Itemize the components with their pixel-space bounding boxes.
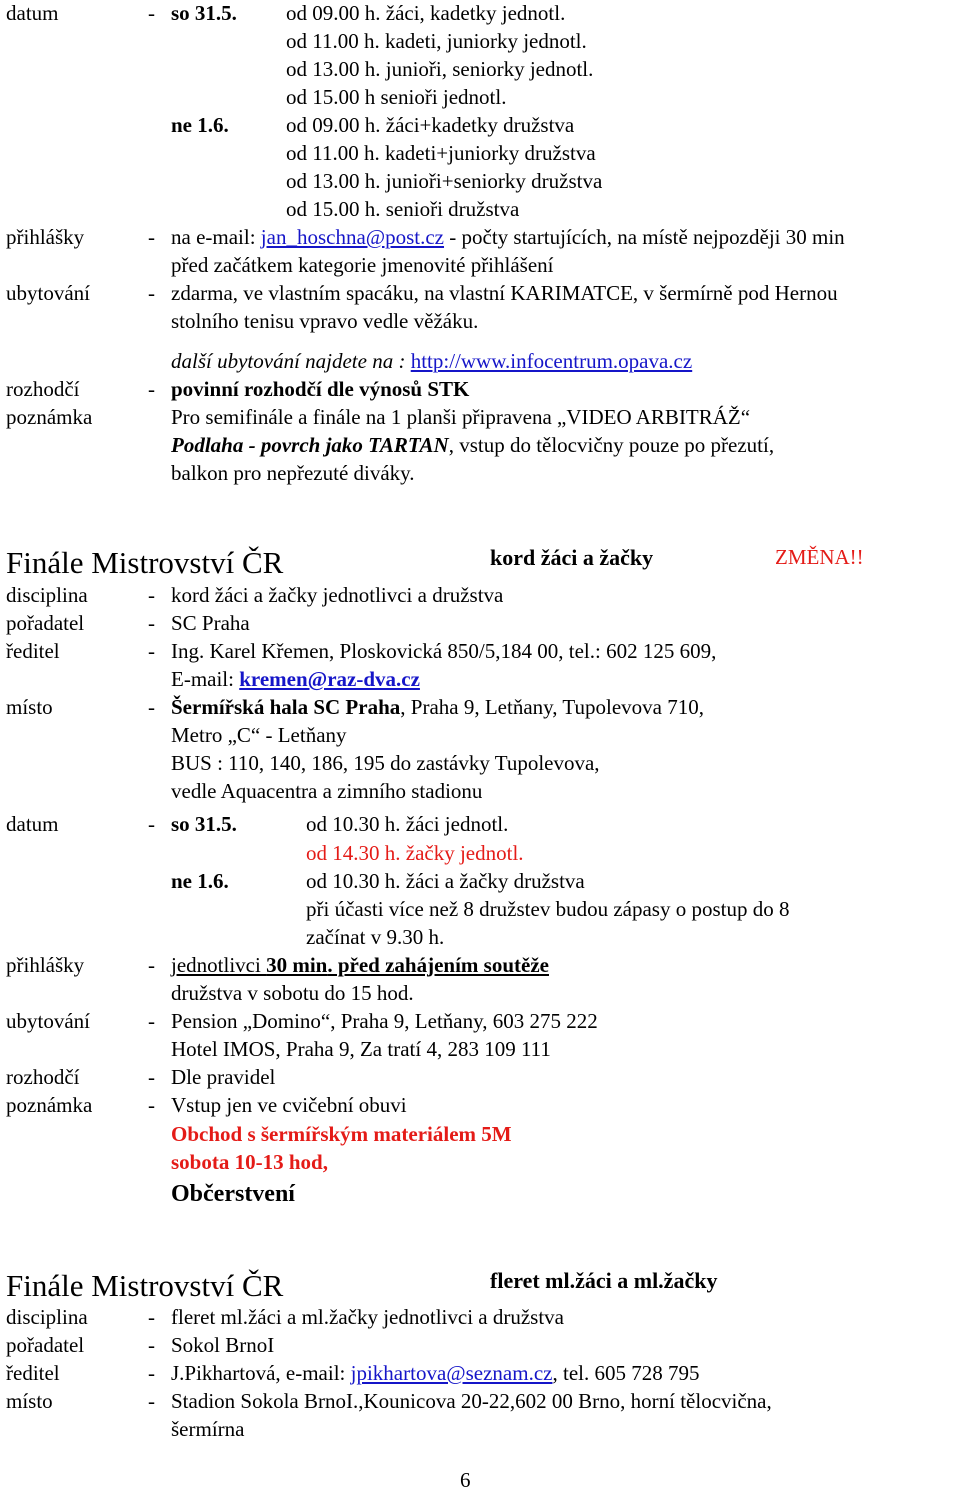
misto-line2: Metro „C“ - Letňany — [171, 723, 347, 747]
misto-line2: šermírna — [171, 1417, 245, 1441]
dash: - — [148, 1333, 155, 1357]
poznamka-label: poznámka — [6, 1093, 93, 1117]
disciplina-value: kord žáci a žačky jednotlivci a družstva — [171, 583, 504, 607]
schedule-line: od 11.00 h. kadeti+juniorky družstva — [286, 141, 596, 165]
disciplina-value: fleret ml.žáci a ml.žačky jednotlivci a družstva — [171, 1305, 564, 1329]
poradatel-value: SC Praha — [171, 611, 250, 635]
schedule-line: od 09.00 h. žáci+kadetky družstva — [286, 113, 575, 137]
prihlasky-rest: - počty startujících, na místě nejpozději 30 min — [444, 225, 845, 249]
dash: - — [148, 695, 155, 719]
prihlasky-email-link[interactable]: jan_hoschna@post.cz — [260, 225, 445, 249]
schedule-line: od 13.00 h. junioři, seniorky jednotl. — [286, 57, 594, 81]
poradatel-label: pořadatel — [6, 611, 85, 635]
email-label: E-mail: — [171, 667, 240, 691]
schedule-line: od 15.00 h senioři jednotl. — [286, 85, 507, 109]
poznamka-line4: Občerstvení — [171, 1181, 295, 1207]
pikhartova-email-link[interactable]: jpikhartova@seznam.cz — [350, 1361, 553, 1385]
poznamka-line2: Obchod s šermířským materiálem 5M — [171, 1122, 512, 1146]
reditel-email — [171, 669, 420, 690]
section-heading: Finále Mistrovství ČR — [6, 545, 284, 580]
reditel-label: ředitel — [6, 639, 60, 663]
section-heading: Finále Mistrovství ČR — [6, 1268, 284, 1303]
rozhodci-text: povinní rozhodčí dle výnosů STK — [171, 377, 470, 401]
poznamka-line1: Vstup jen ve cvičební obuvi — [171, 1093, 407, 1117]
dash: - — [148, 1305, 155, 1329]
reditel-label: ředitel — [6, 1361, 60, 1385]
prihlasky-line2: družstva v sobotu do 15 hod. — [171, 981, 414, 1005]
rozhodci-value: Dle pravidel — [171, 1065, 276, 1089]
dash: - — [148, 1, 155, 25]
dash: - — [148, 1093, 155, 1117]
prihlasky-c: . před zahájením soutěže — [327, 953, 549, 977]
poznamka-line3: sobota 10-13 hod, — [171, 1150, 328, 1174]
poznamka-rest: , vstup do tělocvičny pouze po přezutí, — [448, 433, 775, 457]
kremen-email-link[interactable]: kremen@raz-dva.cz — [239, 667, 420, 691]
reditel-prefix: J.Pikhartová, e-mail: — [171, 1361, 351, 1385]
reditel-value — [171, 1363, 699, 1384]
prihlasky-prefix: na e-mail: — [171, 225, 261, 249]
misto-line3: BUS : 110, 140, 186, 195 do zastávky Tupolevova, — [171, 751, 600, 775]
dash: - — [148, 953, 155, 977]
poznamka-line3: balkon pro nepřezuté diváky. — [171, 461, 415, 485]
prihlasky-label: přihlášky — [6, 225, 85, 249]
prihlasky-b: 30 min — [266, 953, 328, 977]
dash: - — [148, 1389, 155, 1413]
poznamka-label: poznámka — [6, 405, 93, 429]
dash: - — [148, 1361, 155, 1385]
dash: - — [148, 377, 155, 401]
datum-label: datum — [6, 1, 59, 25]
schedule-line: od 10.30 h. žáci jednotl. — [306, 812, 509, 836]
ubytovani-label: ubytování — [6, 281, 90, 305]
prihlasky-line2: před začátkem kategorie jmenovité přihlášení — [171, 253, 554, 277]
disciplina-label: disciplina — [6, 583, 88, 607]
prihlasky-line1 — [171, 955, 549, 976]
ubytovani-line1: zdarma, ve vlastním spacáku, na vlastní KARIMATCE, v šermírně pod Hernou — [171, 281, 838, 305]
reditel-rest: , tel. 605 728 795 — [552, 1361, 700, 1385]
prihlasky-text — [171, 227, 845, 248]
disciplina-label: disciplina — [6, 1305, 88, 1329]
poradatel-label: pořadatel — [6, 1333, 85, 1357]
day-sat: so 31.5. — [171, 812, 237, 836]
schedule-line: od 13.00 h. junioři+seniorky družstva — [286, 169, 603, 193]
schedule-line: od 15.00 h. senioři družstva — [286, 197, 520, 221]
ubytovani-more-text: další ubytování najdete na : — [171, 349, 411, 373]
misto-rest: , Praha 9, Letňany, Tupolevova 710, — [400, 695, 704, 719]
poznamka-bold: Podlaha - povrch jako TARTAN — [171, 433, 449, 457]
schedule-line: od 09.00 h. žáci, kadetky jednotl. — [286, 1, 566, 25]
dash: - — [148, 225, 155, 249]
misto-label: místo — [6, 695, 53, 719]
prihlasky-a: jednotlivci — [171, 953, 267, 977]
day-sat: so 31.5. — [171, 1, 237, 25]
misto-label: místo — [6, 1389, 53, 1413]
ubytovani-label: ubytování — [6, 1009, 90, 1033]
dash: - — [148, 1065, 155, 1089]
misto-bold: Šermířská hala SC Praha — [171, 695, 401, 719]
ubytovani-line2: stolního tenisu vpravo vedle věžáku. — [171, 309, 479, 333]
ubytovani-line2: Hotel IMOS, Praha 9, Za tratí 4, 283 109 111 — [171, 1037, 551, 1061]
schedule-line: od 10.30 h. žáci a žačky družstva — [306, 869, 585, 893]
schedule-line-red: od 14.30 h. žačky jednotl. — [306, 841, 524, 865]
page-number: 6 — [460, 1468, 471, 1492]
dash: - — [148, 812, 155, 836]
rozhodci-label: rozhodčí — [6, 377, 80, 401]
misto-line4: vedle Aquacentra a zimního stadionu — [171, 779, 483, 803]
dash: - — [148, 1009, 155, 1033]
schedule-note: začínat v 9.30 h. — [306, 925, 445, 949]
prihlasky-label: přihlášky — [6, 953, 85, 977]
misto-line1 — [171, 697, 704, 718]
poznamka-line2 — [171, 435, 774, 456]
schedule-line: od 11.00 h. kadeti, juniorky jednotl. — [286, 29, 587, 53]
rozhodci-label: rozhodčí — [6, 1065, 80, 1089]
poradatel-value: Sokol BrnoI — [171, 1333, 275, 1357]
ubytovani-more — [171, 351, 692, 372]
dash: - — [148, 281, 155, 305]
schedule-note: při účasti více než 8 družstev budou zápasy o postup do 8 — [306, 897, 790, 921]
reditel-value: Ing. Karel Křemen, Ploskovická 850/5,184 00, tel.: 602 125 609, — [171, 639, 717, 663]
datum-label: datum — [6, 812, 59, 836]
dash: - — [148, 639, 155, 663]
dash: - — [148, 583, 155, 607]
ubytovani-line1: Pension „Domino“, Praha 9, Letňany, 603 275 222 — [171, 1009, 598, 1033]
change-notice: ZMĚNA!! — [775, 545, 864, 569]
dash: - — [148, 611, 155, 635]
section-category: kord žáci a žačky — [490, 545, 654, 570]
infocentrum-link[interactable]: http://www.infocentrum.opava.cz — [410, 349, 693, 373]
poznamka-line1: Pro semifinále a finále na 1 planši připravena „VIDEO ARBITRÁŽ“ — [171, 405, 751, 429]
section-category: fleret ml.žáci a ml.žačky — [490, 1268, 718, 1293]
day-sun: ne 1.6. — [171, 113, 229, 137]
day-sun: ne 1.6. — [171, 869, 229, 893]
misto-line1: Stadion Sokola BrnoI.,Kounicova 20-22,602 00 Brno, horní tělocvična, — [171, 1389, 772, 1413]
